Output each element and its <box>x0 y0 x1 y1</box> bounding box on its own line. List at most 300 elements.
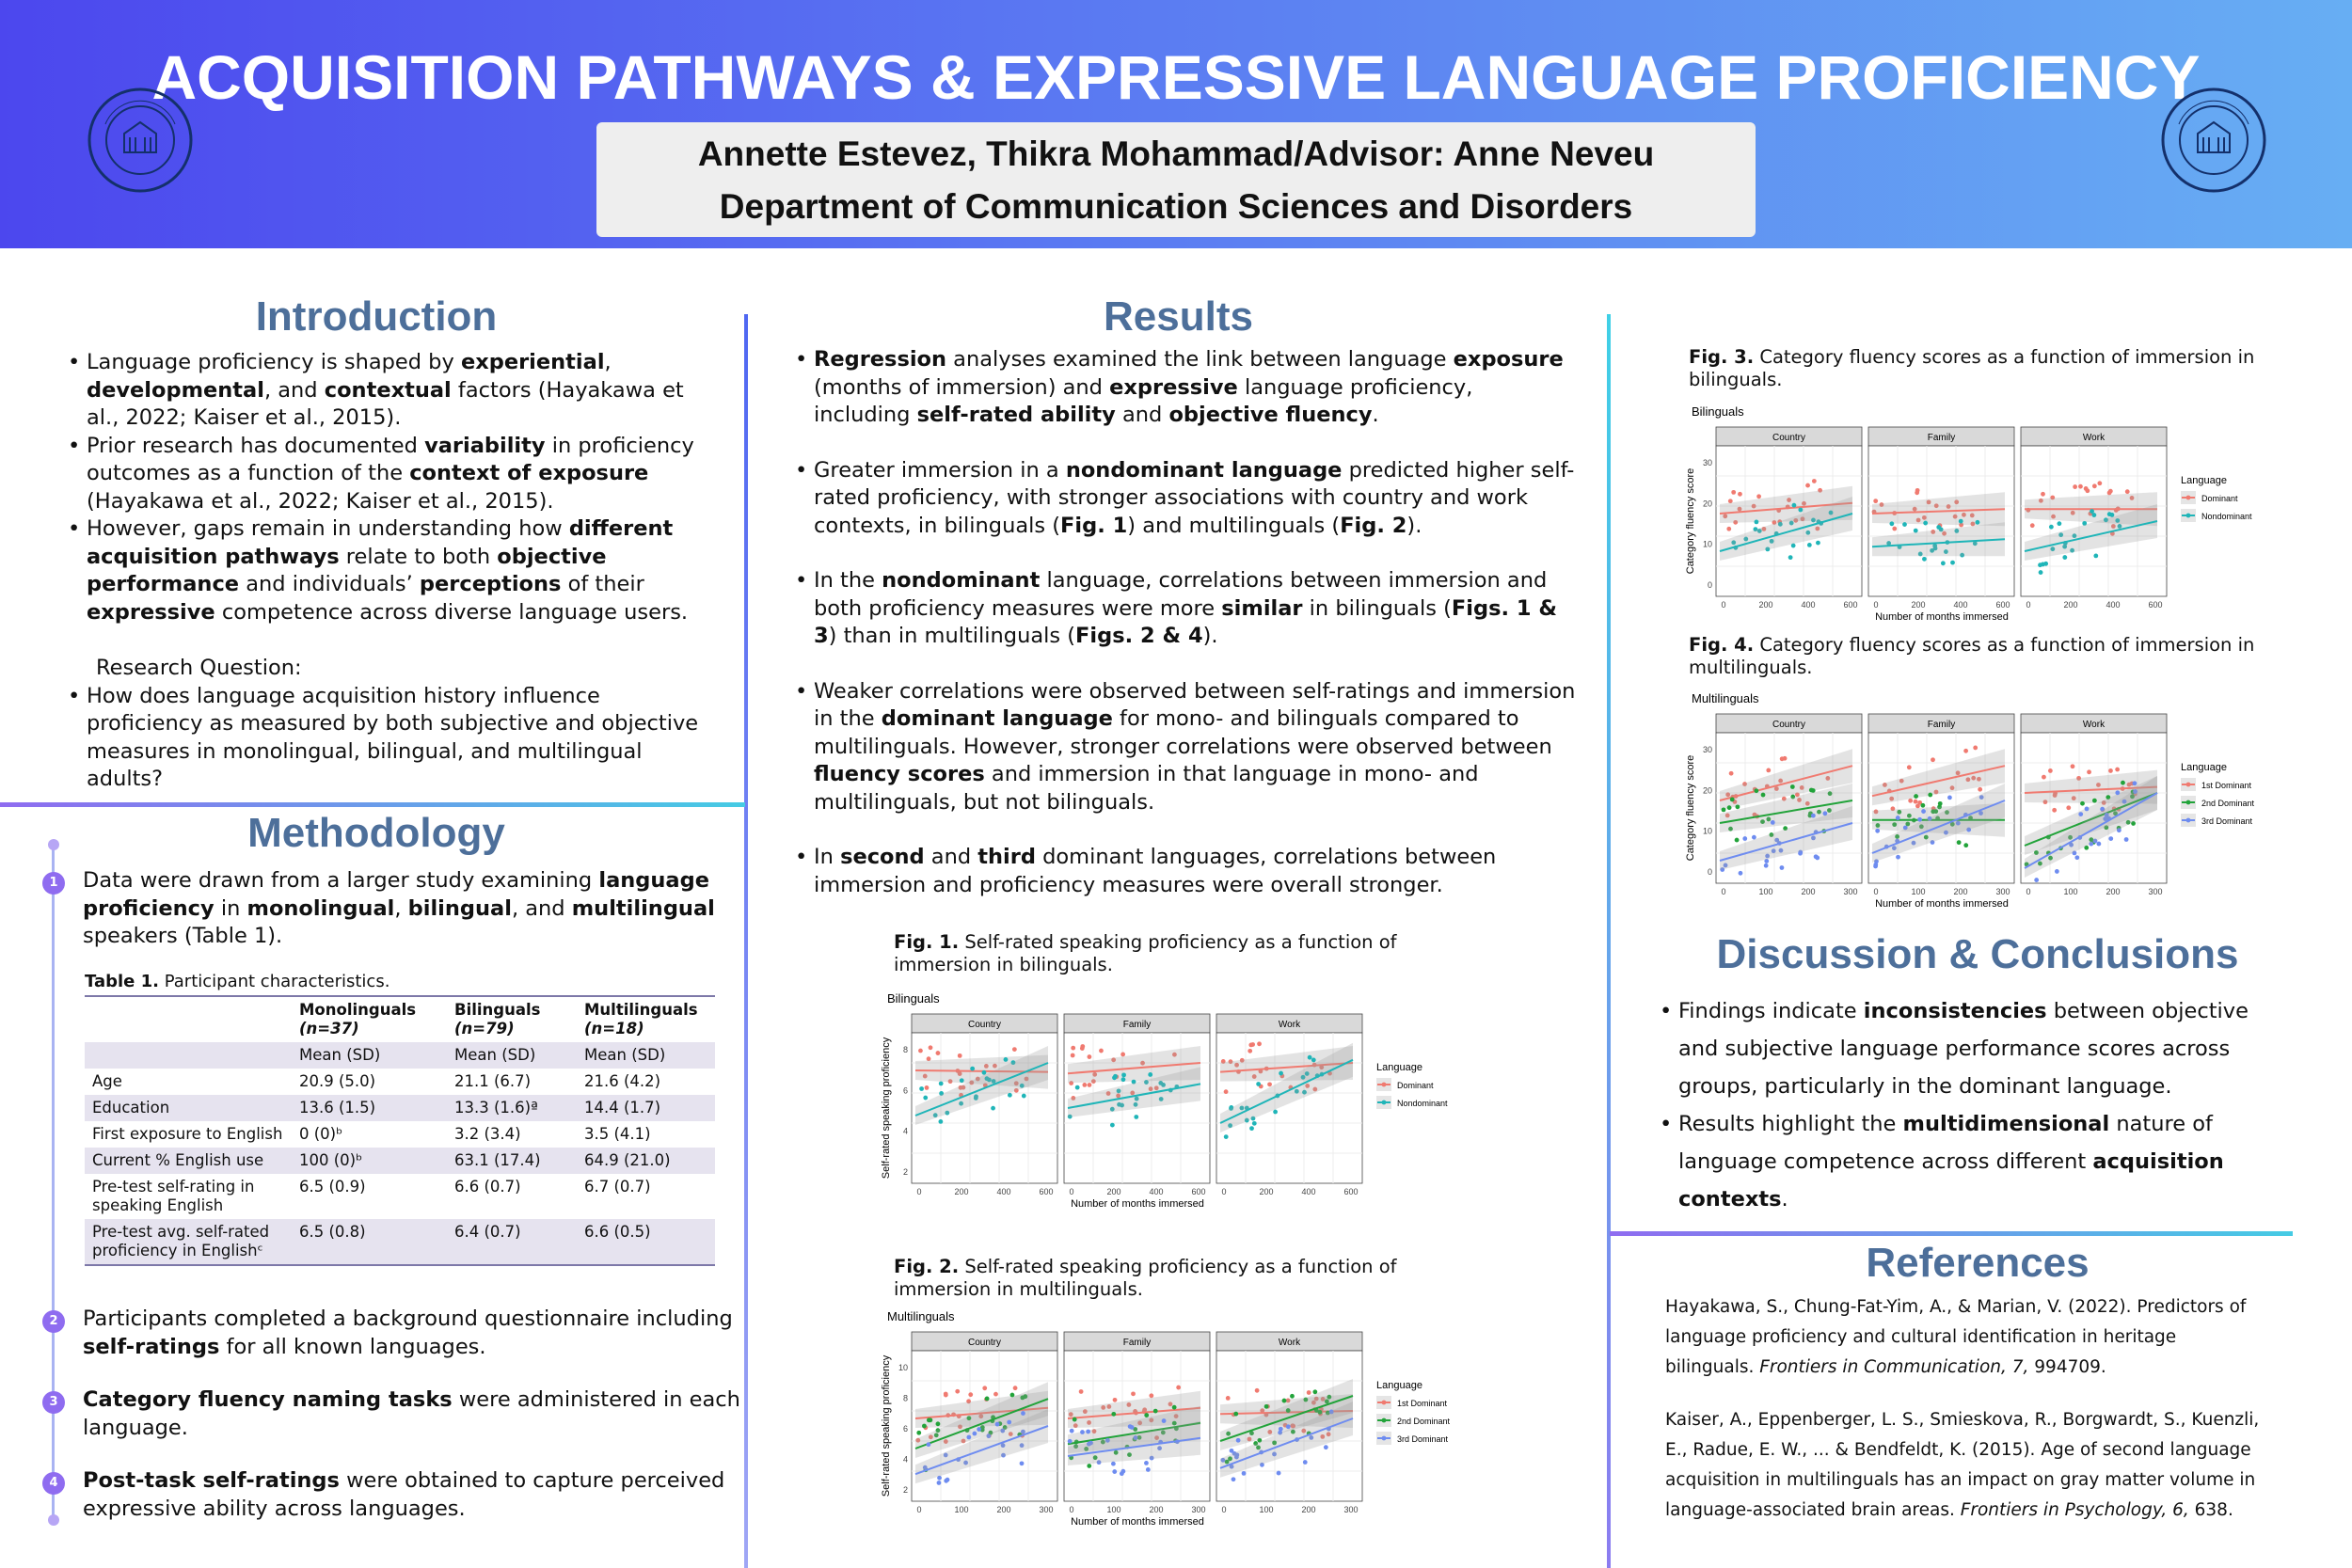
data-point <box>1120 1053 1125 1057</box>
x-tick-label: 100 <box>1911 887 1926 896</box>
data-point <box>929 1045 933 1050</box>
facet-label: Family <box>1927 433 1956 443</box>
y-tick-label: 8 <box>902 1045 908 1054</box>
data-point <box>1324 1445 1328 1449</box>
data-point <box>1134 1115 1138 1119</box>
data-point <box>1121 1072 1126 1077</box>
data-point <box>1007 1420 1011 1425</box>
x-tick-label: 200 <box>2063 600 2078 610</box>
x-tick-label: 200 <box>1801 887 1816 896</box>
table-header: Monolinguals (n=37) <box>292 996 447 1042</box>
discussion-text <box>1660 992 2271 1218</box>
data-point <box>2108 489 2113 494</box>
data-point <box>1099 1049 1104 1053</box>
data-point <box>2030 523 2035 528</box>
timeline-dot <box>48 1514 59 1526</box>
timeline-line <box>52 844 55 1521</box>
table-cell: 64.9 (21.0) <box>577 1148 715 1174</box>
data-point <box>1764 863 1769 868</box>
data-point <box>1921 809 1926 814</box>
data-point <box>1068 1439 1073 1444</box>
data-point <box>1256 1082 1261 1086</box>
table-row <box>85 1148 715 1174</box>
data-point <box>1908 799 1913 803</box>
method-step-1: Data were drawn from a larger study examining language proficiency in monolingual, bilingual, and multilingual speakers (Table 1). <box>83 868 715 948</box>
author-box <box>596 122 1756 237</box>
data-point <box>1735 804 1740 809</box>
data-point <box>1914 794 1918 799</box>
data-point <box>2084 486 2089 491</box>
data-point <box>1947 795 1952 800</box>
data-point <box>1233 1412 1238 1417</box>
facet-label: Work <box>2082 433 2106 443</box>
data-point <box>1010 1393 1015 1398</box>
data-point <box>1976 520 1980 525</box>
legend-key-point <box>2186 800 2191 805</box>
x-tick-label: 200 <box>1259 1187 1274 1196</box>
data-point <box>2108 836 2113 841</box>
table-cell: 63.1 (17.4) <box>447 1148 577 1174</box>
table-header <box>85 996 292 1042</box>
data-point <box>1739 871 1743 876</box>
intro-bullet: • Language proficiency is shaped by experiential, developmental, and contextual factors (Hayakawa et al., 2022; Kaiser et al., 2015). <box>68 349 717 433</box>
data-point <box>993 1392 998 1397</box>
data-point <box>1008 1093 1012 1098</box>
table-cell: Age <box>92 1072 122 1090</box>
data-point <box>2124 837 2129 842</box>
data-point <box>2115 790 2120 795</box>
data-point <box>2093 553 2098 558</box>
data-point <box>1111 1412 1116 1417</box>
figure-group-label: Bilinguals <box>1692 404 1744 419</box>
legend-title: Language <box>2181 475 2227 486</box>
data-point <box>1110 1123 1115 1128</box>
x-tick-label: 600 <box>1343 1187 1359 1196</box>
legend-key-point <box>2186 818 2191 823</box>
data-point <box>2071 764 2075 768</box>
method-step-3: Category fluency naming tasks were administered in each language. <box>83 1387 740 1440</box>
data-point <box>1807 543 1812 547</box>
x-tick-label: 0 <box>1873 887 1879 896</box>
table-cell: Mean (SD) <box>292 1042 447 1069</box>
data-point <box>1013 1386 1018 1390</box>
data-point <box>1112 1469 1117 1474</box>
department: Department of Communication Sciences and Disorders <box>719 187 1633 226</box>
table-cell: 20.9 (5.0) <box>299 1072 376 1090</box>
data-point <box>2048 768 2053 773</box>
data-point <box>2074 855 2079 860</box>
x-tick-label: 400 <box>1953 600 1968 610</box>
data-point <box>1277 1471 1281 1476</box>
data-point <box>1790 784 1795 789</box>
data-point <box>1282 1399 1287 1403</box>
reference-2: Kaiser, A., Eppenberger, L. S., Smieskova, R., Borgwardt, S., Kuenzli, E., Radue, E. W., ... & Bendfeldt, K. (2015). Age of second language acquisition in multilinguals has an impact on gray matter volume in language-associated brain areas. Frontiers in Psychology, 6, 638. <box>1665 1410 2260 1520</box>
table-cell: 21.1 (6.7) <box>454 1072 532 1090</box>
results-bullet: • In second and third dominant languages, correlations between immersion and proficiency measures were overall stronger. <box>795 844 1576 899</box>
research-question: • How does language acquisition history influence proficiency as measured by both subjective and objective measures in monolingual, bilingual, and multilingual adults? <box>68 683 717 794</box>
data-point <box>1941 561 1946 565</box>
x-tick-label: 100 <box>954 1505 969 1514</box>
y-axis-label: Category fluency score <box>1685 467 1696 575</box>
x-tick-label: 600 <box>1995 600 2010 610</box>
data-point <box>1087 1464 1091 1468</box>
data-point <box>1111 1462 1116 1466</box>
legend-label: Nondominant <box>2201 512 2252 521</box>
table-cell: 6.5 (0.8) <box>292 1219 447 1265</box>
legend-label: Dominant <box>2201 494 2238 503</box>
data-point <box>1917 817 1922 822</box>
data-point <box>1290 1394 1295 1399</box>
fig4-chart <box>1684 689 2286 920</box>
table-cell: 13.6 (1.5) <box>292 1095 447 1121</box>
data-point <box>1224 1134 1229 1139</box>
table-caption <box>85 972 389 991</box>
table-cell: 3.2 (3.4) <box>454 1125 521 1143</box>
data-point <box>970 1067 975 1071</box>
data-point <box>1812 479 1817 483</box>
data-point <box>1303 1460 1308 1465</box>
data-point <box>922 1424 927 1429</box>
references-title: References <box>1866 1240 2090 1286</box>
table-cell: 6.6 (0.5) <box>577 1219 715 1265</box>
table-caption-text: Participant characteristics. <box>159 972 390 991</box>
data-point <box>1815 856 1820 861</box>
data-point <box>937 1481 942 1485</box>
authors: Annette Estevez, Thikra Mohammad/Advisor: Anne Neveu <box>697 135 1655 173</box>
data-point <box>1128 1424 1133 1429</box>
data-point <box>1311 1058 1316 1063</box>
facet-label: Family <box>1927 720 1956 730</box>
table-cell: Pre-test avg. self-rated proficiency in Englishᶜ <box>85 1219 292 1265</box>
table-cell: 21.6 (4.2) <box>584 1072 661 1090</box>
legend-key-point <box>1382 1083 1387 1087</box>
data-point <box>2041 562 2045 567</box>
fig2-chart <box>880 1307 1482 1533</box>
data-point <box>2039 570 2043 575</box>
x-tick-label: 0 <box>1221 1187 1227 1196</box>
legend-label: Nondominant <box>1397 1099 1448 1108</box>
data-point <box>1875 829 1880 833</box>
fig3-caption: Fig. 3. Category fluency scores as a function of immersion in bilinguals. <box>1689 346 2255 390</box>
table-cell: First exposure to English <box>92 1125 283 1143</box>
y-tick-label: 8 <box>902 1393 908 1403</box>
x-tick-label: 300 <box>1039 1505 1054 1514</box>
data-point <box>2062 555 2067 560</box>
data-point <box>968 1392 973 1397</box>
legend-label: Dominant <box>1397 1081 1434 1090</box>
data-point <box>1144 1413 1149 1418</box>
data-point <box>2087 769 2091 774</box>
table-cell <box>85 1042 292 1069</box>
research-question-label: Research Question: <box>96 656 302 680</box>
x-tick-label: 0 <box>2026 887 2031 896</box>
table-row <box>85 1121 715 1148</box>
y-tick-label: 4 <box>902 1454 908 1465</box>
y-axis-label: Self-rated speaking proficiency <box>881 1354 892 1497</box>
data-point <box>1070 1429 1074 1433</box>
legend-label: 1st Dominant <box>2201 781 2252 790</box>
data-point <box>1148 1072 1152 1077</box>
table-header: Multilinguals (n=18) <box>577 996 715 1042</box>
method-step-2: Participants completed a background questionnaire including self-ratings for all known languages. <box>83 1307 733 1359</box>
x-tick-label: 100 <box>1106 1505 1121 1514</box>
data-point <box>1162 1418 1167 1423</box>
data-point <box>1004 1057 1009 1062</box>
results-title: Results <box>1104 293 1253 340</box>
data-point <box>2052 808 2057 813</box>
data-point <box>929 1418 933 1422</box>
legend-label: 2nd Dominant <box>1397 1417 1451 1426</box>
step-badge: 3 <box>42 1391 65 1414</box>
table-cell: 3.5 (4.1) <box>584 1125 651 1143</box>
legend-label: 3rd Dominant <box>2201 816 2253 826</box>
results-bullet: • Regression analyses examined the link between language exposure (months of immersion) and expressive language proficiency, including self-rated ability and objective fluency. <box>795 346 1576 430</box>
data-point <box>1873 499 1878 503</box>
table-cell: 6.7 (0.7) <box>584 1178 651 1196</box>
data-point <box>939 1082 944 1086</box>
step-badge: 1 <box>42 872 65 895</box>
data-point <box>2085 807 2090 812</box>
data-point <box>1232 1477 1236 1481</box>
legend-key-point <box>1382 1401 1387 1405</box>
data-point <box>2042 775 2046 780</box>
data-point <box>1780 865 1785 870</box>
data-point <box>991 1106 995 1111</box>
x-tick-label: 200 <box>1149 1505 1164 1514</box>
data-point <box>1248 1049 1252 1053</box>
data-point <box>1307 1390 1311 1395</box>
data-point <box>1264 1404 1269 1409</box>
legend-label: 2nd Dominant <box>2201 799 2255 808</box>
data-point <box>1726 527 1731 531</box>
data-point <box>1121 1077 1126 1082</box>
section-divider <box>0 802 745 807</box>
method-step-4: Post-task self-ratings were obtained to capture perceived expressive ability across languages. <box>83 1468 725 1521</box>
x-tick-label: 600 <box>2148 600 2163 610</box>
data-point <box>1896 855 1900 860</box>
data-point <box>925 1085 930 1090</box>
data-point <box>1755 519 1759 524</box>
data-point <box>1963 843 1968 847</box>
x-tick-label: 400 <box>1149 1187 1164 1196</box>
data-point <box>2041 492 2045 497</box>
data-point <box>1731 490 1736 495</box>
data-point <box>1920 803 1925 808</box>
facet-label: Country <box>967 1020 1002 1030</box>
data-point <box>1896 816 1900 820</box>
x-tick-label: 0 <box>1721 600 1726 610</box>
y-tick-label: 10 <box>898 1363 908 1372</box>
x-tick-label: 600 <box>1191 1187 1206 1196</box>
facet-label: Country <box>967 1338 1002 1348</box>
data-point <box>938 1119 943 1124</box>
data-point <box>1273 1110 1278 1115</box>
data-point <box>1902 522 1907 527</box>
data-point <box>960 1078 964 1083</box>
y-axis-label: Self-rated speaking proficiency <box>881 1037 892 1180</box>
data-point <box>2090 509 2094 514</box>
data-point <box>1738 492 1742 497</box>
data-point <box>1914 800 1918 804</box>
data-point <box>1286 1424 1291 1429</box>
figure-group-label: Bilinguals <box>887 991 940 1006</box>
introduction-title: Introduction <box>255 293 498 340</box>
data-point <box>1012 1047 1017 1052</box>
facet-label: Family <box>1122 1020 1152 1030</box>
data-point <box>1086 1430 1090 1434</box>
data-point <box>2092 799 2097 803</box>
data-point <box>1889 521 1894 526</box>
table-cell: Education <box>85 1095 292 1121</box>
fig4-caption: Fig. 4. Category fluency scores as a function of immersion in multilinguals. <box>1689 634 2255 678</box>
data-point <box>1727 805 1732 810</box>
data-point <box>1805 483 1810 488</box>
discussion-bullet: • Results highlight the multidimensional nature of language competence across different acquisition contexts. <box>1660 1105 2271 1218</box>
facet-label: Work <box>1278 1020 1301 1030</box>
data-point <box>1931 757 1935 762</box>
y-tick-label: 30 <box>1702 458 1712 467</box>
table-cell: Current % English use <box>85 1148 292 1174</box>
legend-title: Language <box>1376 1062 1422 1073</box>
data-point <box>1267 1082 1272 1086</box>
data-point <box>1144 1461 1149 1465</box>
data-point <box>972 1432 977 1436</box>
participant-table <box>85 995 715 1266</box>
data-point <box>2108 768 2113 773</box>
x-tick-label: 200 <box>2106 887 2121 896</box>
x-tick-label: 0 <box>1221 1505 1227 1514</box>
data-point <box>1892 527 1897 531</box>
table-cell: Pre-test self-rating in speaking English <box>92 1178 255 1214</box>
data-point <box>2125 489 2130 494</box>
table-cell: 6.5 (0.9) <box>299 1178 366 1196</box>
data-point <box>1756 494 1761 499</box>
fig3-chart <box>1684 403 2286 633</box>
x-tick-label: 400 <box>996 1187 1011 1196</box>
legend-key-point <box>1382 1101 1387 1105</box>
legend-label: 3rd Dominant <box>1397 1434 1449 1444</box>
data-point <box>1149 1393 1153 1398</box>
data-point <box>2078 812 2083 816</box>
data-point <box>2057 521 2061 526</box>
data-point <box>1923 521 1928 526</box>
x-tick-label: 0 <box>916 1187 922 1196</box>
data-point <box>1073 1418 1077 1422</box>
column-divider <box>744 314 748 1568</box>
x-tick-label: 400 <box>1301 1187 1316 1196</box>
data-point <box>1236 1438 1241 1443</box>
table-cell: Mean (SD) <box>577 1042 715 1069</box>
data-point <box>1766 768 1771 773</box>
x-tick-label: 0 <box>1721 887 1726 896</box>
data-point <box>918 1049 923 1053</box>
table-caption-label: Table 1. <box>85 972 159 991</box>
data-point <box>1729 771 1734 776</box>
data-point <box>923 1096 928 1101</box>
legend-label: 1st Dominant <box>1397 1399 1448 1408</box>
poster-header <box>0 0 2352 248</box>
data-point <box>1242 1471 1247 1476</box>
data-point <box>1071 1046 1075 1051</box>
x-tick-label: 0 <box>1873 600 1879 610</box>
data-point <box>1113 1074 1118 1079</box>
table-cell: 13.3 (1.6)ª <box>447 1095 577 1121</box>
section-divider <box>1610 1231 2293 1236</box>
x-tick-label: 200 <box>1758 600 1773 610</box>
x-tick-label: 100 <box>1259 1505 1274 1514</box>
data-point <box>995 1422 1000 1427</box>
data-point <box>1172 1405 1177 1410</box>
introduction-text <box>68 349 717 794</box>
data-point <box>1922 557 1927 562</box>
legend-key-point <box>1382 1418 1387 1423</box>
x-tick-label: 200 <box>1911 600 1926 610</box>
data-point <box>982 1386 987 1390</box>
table-cell: Mean (SD) <box>447 1042 577 1069</box>
table-cell: 6.4 (0.7) <box>447 1219 577 1265</box>
x-tick-label: 300 <box>1191 1505 1206 1514</box>
table-cell: 6.6 (0.7) <box>454 1178 521 1196</box>
data-point <box>1088 1083 1092 1087</box>
data-point <box>2121 781 2125 785</box>
data-point <box>919 1086 924 1091</box>
data-point <box>2133 781 2137 785</box>
y-tick-label: 20 <box>1702 785 1712 796</box>
data-point <box>1071 1053 1075 1058</box>
discussion-bullet: • Findings indicate inconsistencies between objective and subjective language performance scores across groups, particularly in the dominant language. <box>1660 992 2271 1105</box>
data-point <box>1963 749 1968 753</box>
x-tick-label: 200 <box>954 1187 969 1196</box>
poster-title: ACQUISITION PATHWAYS & EXPRESSIVE LANGUAGE PROFICIENCY <box>151 42 2201 112</box>
results-bullet: • Weaker correlations were observed between self-ratings and immersion in the dominant language for mono- and bilinguals compared to multilinguals. However, stronger correlations were observed between fluency scores and immersion in that language in mono- and multilinguals, but not bilinguals. <box>795 678 1576 817</box>
x-tick-label: 0 <box>2026 600 2031 610</box>
discussion-title: Discussion & Conclusions <box>1716 931 2239 977</box>
data-point <box>2091 513 2096 517</box>
data-point <box>1928 793 1932 798</box>
data-point <box>944 1479 948 1483</box>
table-row <box>85 1095 715 1121</box>
legend-key-point <box>1382 1436 1387 1441</box>
data-point <box>1752 835 1756 840</box>
data-point <box>936 1051 941 1055</box>
data-point <box>1816 541 1820 546</box>
data-point <box>1120 1471 1124 1476</box>
x-tick-label: 200 <box>996 1505 1011 1514</box>
data-point <box>2110 513 2115 517</box>
data-point <box>1735 838 1740 843</box>
data-point <box>1771 820 1775 825</box>
legend-title: Language <box>2181 762 2227 773</box>
fig1-chart <box>880 990 1482 1225</box>
data-point <box>2034 878 2039 882</box>
data-point <box>1146 1467 1151 1472</box>
facet-label: Family <box>1122 1338 1152 1348</box>
x-tick-label: 300 <box>2148 887 2163 896</box>
data-point <box>927 1442 931 1447</box>
data-point <box>1798 508 1803 513</box>
data-point <box>982 1070 987 1075</box>
y-tick-label: 10 <box>1702 539 1712 549</box>
data-point <box>1915 490 1919 495</box>
table-cell: 100 (0)ᵇ <box>292 1148 447 1174</box>
step-badge: 4 <box>42 1472 65 1495</box>
legend-title: Language <box>1376 1380 1422 1391</box>
facet-label: Country <box>1772 720 1806 730</box>
data-point <box>1761 793 1766 798</box>
facet-label: Country <box>1772 433 1806 443</box>
y-tick-label: 0 <box>1707 867 1712 877</box>
data-point <box>1252 1121 1257 1126</box>
